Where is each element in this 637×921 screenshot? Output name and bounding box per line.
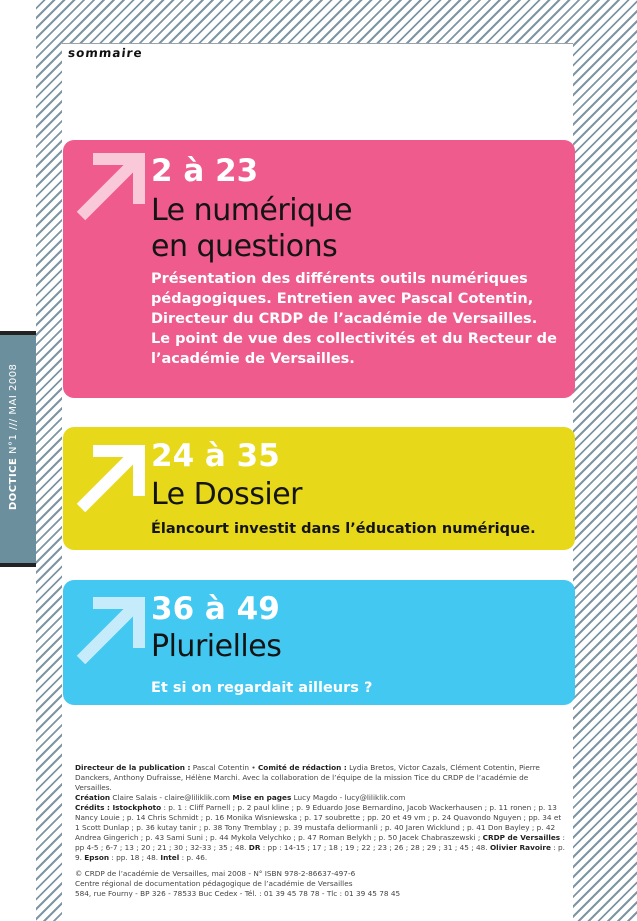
header-rule — [62, 43, 573, 44]
committee-names: Lydia Bretos, Victor Cazals, Clément Cotentin, Pierre Danckers, Anthony Dufraisse, Hélène Marchi. Avec la collaboration de l’équipe de la mission Tice du CRDP de l’académie de Versailles. — [75, 763, 540, 792]
copyright-line: © CRDP de l’académie de Versailles, mai 2008 - N° ISBN 978-2-86637-497-6 — [75, 869, 356, 878]
section-description: Et si on regardait ailleurs ? — [151, 680, 373, 696]
section-description: Présentation des différents outils numériques pédagogiques. Entretien avec Pascal Cotentin, Directeur du CRDP de l’académie de Versailles. Le point de vue des collectivités et du Recteur de l’académie de Versailles. — [151, 271, 557, 367]
section-title-line: en questions — [151, 229, 338, 264]
section-title-line: Le numérique — [151, 193, 353, 228]
dr-label: DR — [248, 843, 261, 852]
intel-credits: : p. 46. — [181, 853, 208, 862]
layout-value: Lucy Magdo - lucy@liliklik.com — [293, 793, 406, 802]
ravoire-credits: : p. 9. — [75, 843, 565, 862]
crdp-label: CRDP de Versailles — [482, 833, 561, 842]
committee-label: Comité de rédaction : — [257, 763, 347, 772]
creation-value: Claire Salais - claire@liliklik.com — [112, 793, 231, 802]
section-card-numerique[interactable] — [63, 140, 575, 398]
photo-credits: : p. 1 : Cliff Parnell ; p. 2 paul kline ; p. 9 Eduardo Jose Bernardino, Jacob Wackerhausen ; p. 11 ronen ; p. 13 Nancy Louie ; p. 14 Chris Schmidt ; p. 16 Monika Wisniewska ; p. 17 soubrette ; pp. 20 et 49 vm ; p. 24 Quavondo Nguyen ; pp. 34 et 1 Scott Dunlap ; p. 36 kutay tanir ; p. 38 Tony Tremblay ; p. 39 mustafa deliormanli ; p. 40 Jaren Wicklund ; p. 41 Don Bayley ; p. 42 Andrea Gingerich ; p. 43 Sami Suni ; p. 44 Mykola Velychko ; p. 47 Roman Belykh ; p. 50 Jacek Chabraszewski ; — [75, 803, 562, 842]
section-pages: 2 à 23 — [151, 153, 259, 189]
section-title: Plurielles — [151, 629, 282, 664]
section-card-plurielles[interactable] — [63, 580, 575, 705]
director-label: Directeur de la publication : — [75, 763, 191, 772]
section-pages: 24 à 35 — [151, 438, 280, 474]
intel-label: Intel — [160, 853, 180, 862]
photo-label: Crédits : Istockphoto — [75, 803, 162, 812]
crdp-credits: : pp 4-5 ; 6-7 ; 13 ; 20 ; 21 ; 30 ; 32-33 ; 35 ; 48. — [75, 833, 565, 852]
epson-credits: : pp. 18 ; 48. — [111, 853, 159, 862]
section-description: Élancourt investit dans l’éducation numérique. — [151, 521, 536, 537]
arrow-up-right-icon — [75, 152, 145, 222]
credits-design — [75, 793, 565, 803]
credits-staff: Directeur de la publication : Pascal Cotentin • Comité de rédaction : Lydia Bretos, Victor Cazals, Clément Cotentin, Pierre Danckers, Anthony Dufraisse, Hélène Marchi. Avec la collaboration de l’équipe de la mission Tice du CRDP de l’académie de Versailles. — [75, 763, 540, 792]
separator: /// — [8, 418, 19, 430]
center-line: Centre régional de documentation pédagogique de l’académie de Versailles — [75, 879, 353, 888]
side-tab-text — [8, 364, 19, 510]
credits-photos — [75, 803, 565, 863]
layout-label: Mise en pages — [232, 793, 292, 802]
section-label: sommaire — [67, 46, 144, 60]
issue-date: MAI 2008 — [8, 363, 19, 415]
ravoire-label: Olivier Ravoire — [489, 843, 551, 852]
issue-number: N°1 — [8, 433, 19, 454]
brand-name: DOCTICE — [8, 457, 19, 510]
creation-label: Création — [75, 793, 111, 802]
dr-credits: : pp : 14-15 ; 17 ; 18 ; 19 ; 22 ; 23 ; 26 ; 28 ; 29 ; 31 ; 45 ; 48. — [262, 843, 488, 852]
credits-block — [75, 763, 565, 899]
director-name: Pascal Cotentin — [192, 763, 249, 772]
section-card-dossier[interactable] — [63, 427, 575, 550]
section-title: Le Dossier — [151, 477, 303, 512]
section-title — [151, 193, 451, 265]
epson-label: Epson — [84, 853, 110, 862]
address-line: 584, rue Fourny - BP 326 - 78533 Buc Cedex - Tél. : 01 39 45 78 78 - Tlc : 01 39 45 78 45 — [75, 889, 401, 898]
arrow-up-right-icon — [75, 444, 145, 514]
arrow-up-right-icon — [75, 596, 145, 666]
section-pages: 36 à 49 — [151, 591, 280, 627]
